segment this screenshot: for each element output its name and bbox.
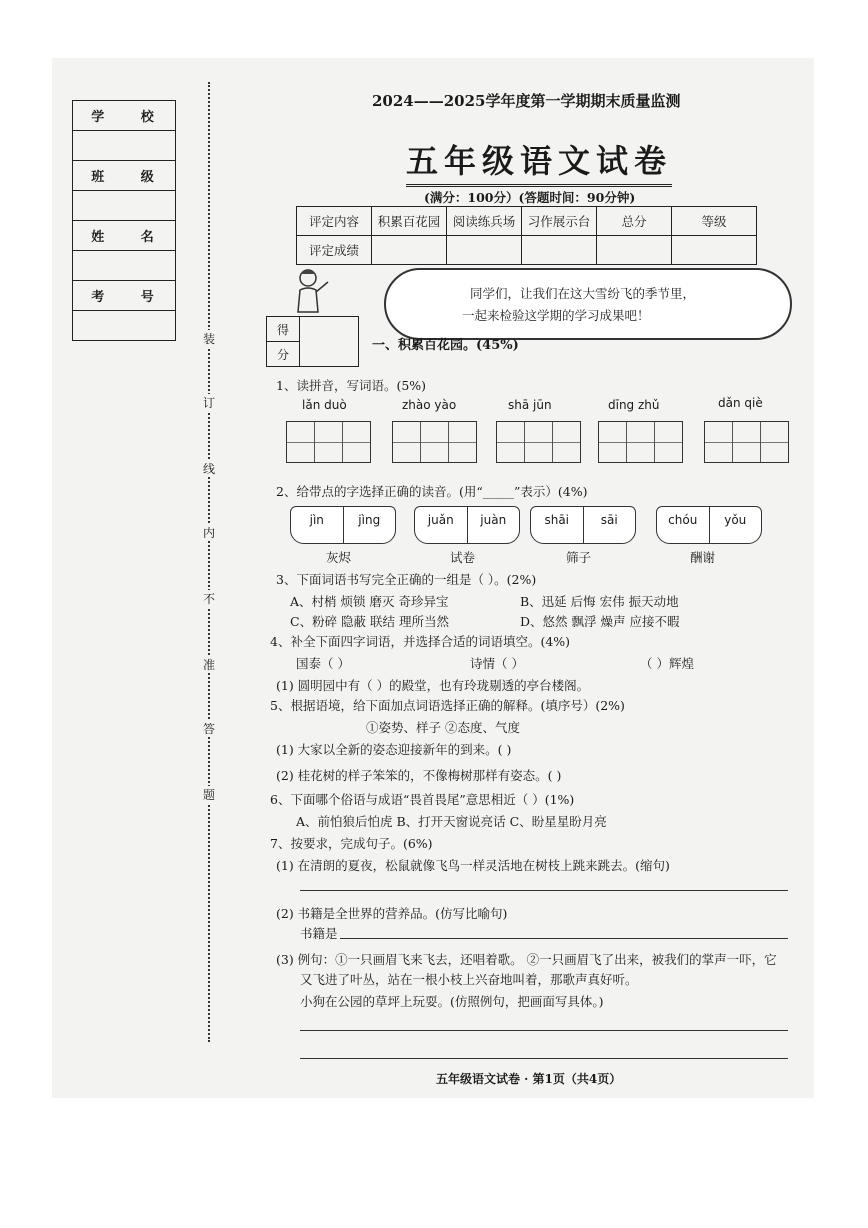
eval-header: 积累百花园: [372, 207, 447, 236]
pinyin-book: [290, 506, 396, 544]
q1-pinyin: dǎn qiè: [718, 396, 763, 410]
pinyin-option[interactable]: yǒu: [724, 513, 747, 527]
eval-cell[interactable]: [597, 236, 672, 265]
q7-sentence-3: 小狗在公园的草坪上玩耍。(仿照例句，把画面写具体。): [300, 994, 604, 1009]
exam-year-title: 2024——2025学年度第一学期期末质量监测: [372, 92, 681, 110]
name-label: 姓 名: [73, 221, 176, 251]
eval-cell[interactable]: [372, 236, 447, 265]
q1-pinyin: dīng zhǔ: [608, 398, 660, 412]
name-field[interactable]: [73, 251, 176, 281]
pinyin-option[interactable]: juàn: [480, 513, 507, 527]
writing-grid[interactable]: [392, 421, 477, 463]
q4-blank-c[interactable]: （ ）辉煌: [640, 656, 694, 671]
answer-line[interactable]: [300, 1058, 788, 1059]
eval-header: 评定内容: [297, 207, 372, 236]
score-field[interactable]: [300, 317, 359, 367]
eval-row-label: 评定成绩: [297, 236, 372, 265]
pinyin-option[interactable]: chóu: [657, 507, 710, 543]
exam-number-label: 考 号: [73, 281, 176, 311]
binding-char: 线: [200, 460, 218, 477]
q3-option-a[interactable]: A、村梢 烦锁 磨灭 奇珍异宝: [290, 594, 449, 609]
pinyin-book: [414, 506, 520, 544]
q1-title: 1、读拼音，写词语。(5%): [276, 378, 427, 393]
evaluation-table: [296, 206, 757, 265]
class-field[interactable]: [73, 191, 176, 221]
q4-blank-b[interactable]: 诗情（ ）: [470, 656, 524, 671]
binding-char: 订: [200, 394, 218, 411]
eval-cell[interactable]: [522, 236, 597, 265]
greeting-line2: 一起来检验这学期的学习成果吧！: [462, 308, 650, 323]
q5-sentence-2[interactable]: (2) 桂花树的样子笨笨的，不像梅树那样有姿态。( ): [276, 768, 562, 783]
q3-option-d[interactable]: D、悠然 飘浮 燥声 应接不暇: [520, 614, 680, 629]
score-label: 得: [267, 317, 300, 342]
binding-dotted-line: [208, 82, 210, 1042]
pinyin-option[interactable]: sāi: [600, 513, 618, 527]
greeting-line1: 同学们，让我们在这大雪纷飞的季节里，: [470, 286, 696, 301]
q3-title: 3、下面词语书写完全正确的一组是（ ）。(2%): [276, 572, 537, 587]
q4-sentence: (1) 圆明园中有（ ）的殿堂，也有玲珑剔透的亭台楼阁。: [276, 678, 590, 693]
writing-grid[interactable]: [286, 421, 371, 463]
q7-title: 7、按要求，完成句子。(6%): [270, 836, 433, 851]
q7-fill-prefix: 书籍是: [300, 926, 338, 941]
q5-title: 5、根据语境，给下面加点词语选择正确的解释。(填序号）(2%): [270, 698, 625, 713]
q7-example-a: (3) 例句：①一只画眉飞来飞去，还唱着歌。 ②一只画眉飞了出来，被我们的掌声一吓，它: [276, 952, 777, 967]
school-label: 学 校: [73, 101, 176, 131]
q7-sentence-2: (2) 书籍是全世界的营养品。(仿写比喻句): [276, 906, 508, 921]
q1-pinyin: lǎn duò: [302, 398, 347, 412]
eval-cell[interactable]: [447, 236, 522, 265]
school-field[interactable]: [73, 131, 176, 161]
q4-blank-a[interactable]: 国泰（ ）: [296, 656, 350, 671]
eval-header: 习作展示台: [522, 207, 597, 236]
pinyin-book: [656, 506, 762, 544]
q6-title: 6、下面哪个俗语与成语“畏首畏尾”意思相近（ ）(1%): [270, 792, 575, 807]
q1-pinyin: zhào yào: [402, 398, 457, 412]
q3-option-c[interactable]: C、粉碎 隐蔽 联结 理所当然: [290, 614, 449, 629]
score-label: 分: [267, 342, 300, 367]
binding-char: 准: [200, 656, 218, 673]
writing-grid[interactable]: [496, 421, 581, 463]
teacher-illustration: [290, 268, 330, 314]
q4-title: 4、补全下面四字词语，并选择合适的词语填空。(4%): [270, 634, 571, 649]
writing-grid[interactable]: [704, 421, 789, 463]
pinyin-option[interactable]: jìn: [291, 507, 344, 543]
section-score-box: [266, 316, 359, 367]
q7-example-b: 又飞进了叶丛，站在一根小枝上兴奋地叫着，那歌声真好听。: [300, 972, 638, 987]
answer-line[interactable]: [300, 1030, 788, 1031]
pinyin-option[interactable]: jìng: [358, 513, 381, 527]
student-info-table: [72, 100, 176, 341]
exam-number-field[interactable]: [73, 311, 176, 341]
pinyin-book: [530, 506, 636, 544]
writing-grid[interactable]: [598, 421, 683, 463]
binding-char: 装: [200, 330, 218, 347]
q1-pinyin: shā jūn: [508, 398, 552, 412]
binding-char: 题: [200, 786, 218, 803]
eval-cell[interactable]: [672, 236, 757, 265]
q5-sentence-1[interactable]: (1) 大家以全新的姿态迎接新年的到来。( ): [276, 742, 512, 757]
class-label: 班 级: [73, 161, 176, 191]
answer-line[interactable]: [340, 938, 788, 939]
q3-option-b[interactable]: B、迅延 后悔 宏伟 振天动地: [520, 594, 679, 609]
q6-options[interactable]: A、前怕狼后怕虎 B、打开天窗说亮话 C、盼星星盼月亮: [296, 814, 607, 829]
eval-header: 等级: [672, 207, 757, 236]
eval-header: 阅读练兵场: [447, 207, 522, 236]
q2-word: 筛子: [566, 550, 592, 565]
binding-char: 答: [200, 720, 218, 737]
exam-meta: (满分：100分）(答题时间：90分钟): [424, 190, 636, 205]
eval-header: 总分: [597, 207, 672, 236]
pinyin-option[interactable]: juǎn: [415, 507, 468, 543]
q2-word: 试卷: [450, 550, 476, 565]
q7-sentence-1: (1) 在清朗的夏夜，松鼠就像飞鸟一样灵活地在树枝上跳来跳去。(缩句): [276, 858, 670, 873]
section1-title: 一、积累百花园。(45%): [372, 338, 519, 353]
pinyin-option[interactable]: shāi: [531, 507, 584, 543]
q2-word: 灰烬: [326, 550, 352, 565]
q2-word: 酬谢: [690, 550, 716, 565]
q5-options: ①姿势、样子 ②态度、气度: [366, 720, 520, 735]
exam-main-title: 五年级语文试卷: [406, 136, 672, 187]
binding-char: 内: [200, 524, 218, 541]
page-footer: 五年级语文试卷 · 第1页（共4页）: [436, 1072, 622, 1086]
binding-char: 不: [200, 590, 218, 607]
q2-title: 2、给带点的字选择正确的读音。(用“_____”表示）(4%): [276, 484, 588, 499]
answer-line[interactable]: [300, 890, 788, 891]
greeting-cloud: [384, 268, 792, 340]
